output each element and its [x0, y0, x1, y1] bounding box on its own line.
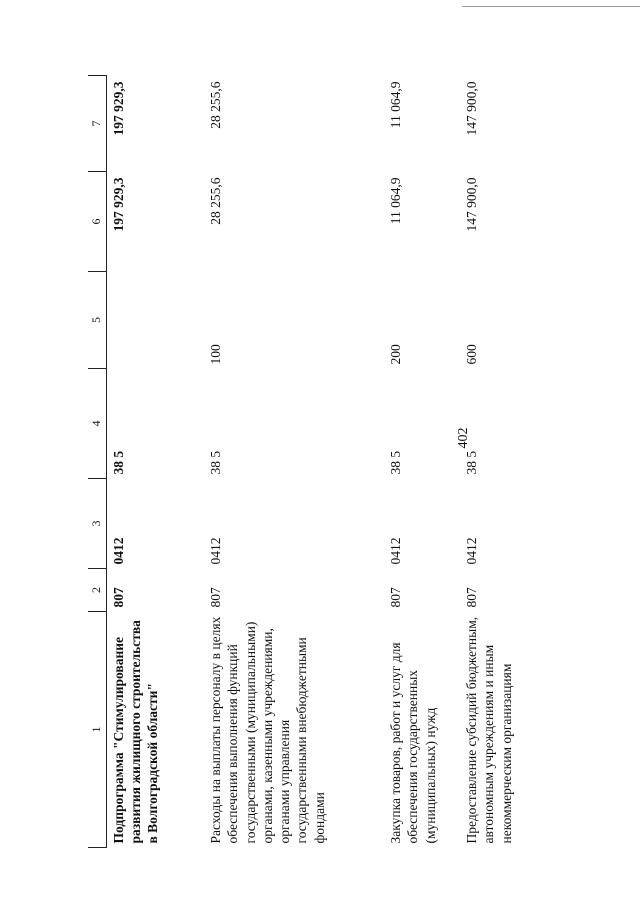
- cell-total: 28 255,6: [208, 81, 223, 129]
- cell-section: 0412: [388, 537, 403, 565]
- cell-amount: 28 255,6: [208, 177, 223, 225]
- cell-target: 38 5: [110, 450, 126, 475]
- cell-ministry: 807: [388, 587, 403, 608]
- row-name: Подпрограмма "Стимулирование развития жилищного строительства в Волгоградской области": [110, 620, 161, 844]
- cell-total: 197 929,3: [110, 81, 126, 136]
- cell-ministry: 807: [110, 587, 126, 608]
- table-row: [204, 76, 384, 848]
- cell-expense-type: 600: [464, 344, 479, 365]
- page-number: 402: [456, 427, 471, 449]
- header-cell-5: 5: [88, 272, 106, 369]
- cell-total: 147 900,0: [464, 81, 479, 136]
- header-cell-1: 1: [88, 612, 106, 848]
- table-row: [460, 76, 580, 848]
- cell-ministry: 807: [208, 587, 223, 608]
- header-row: [88, 76, 106, 848]
- cell-target: 38 5: [464, 450, 479, 475]
- cell-amount: 11 064,9: [388, 177, 403, 225]
- header-cell-7: 7: [88, 76, 106, 172]
- header-cell-3: 3: [88, 479, 106, 569]
- cell-amount: 147 900,0: [464, 177, 479, 232]
- cell-target: 38 5: [208, 450, 223, 475]
- budget-table: [88, 75, 580, 848]
- row-name: Закупка товаров, работ и услуг для обеспечения государственных (муниципальных) нужд: [388, 642, 438, 844]
- cell-ministry: 807: [464, 587, 479, 608]
- table-row: [106, 76, 204, 848]
- top-right-scan-line: [462, 0, 640, 7]
- header-cell-2: 2: [88, 569, 106, 612]
- header-cell-6: 6: [88, 172, 106, 272]
- cell-amount: 197 929,3: [110, 177, 126, 232]
- cell-expense-type: 200: [388, 344, 403, 365]
- cell-section: 0412: [208, 537, 223, 565]
- header-cell-4: 4: [88, 369, 106, 479]
- cell-target: 38 5: [388, 450, 403, 475]
- row-name: Предоставление субсидий бюджетным, автономным учреждениям и иным некоммерческим организациям: [464, 616, 514, 844]
- cell-total: 11 064,9: [388, 81, 403, 129]
- cell-section: 0412: [110, 537, 126, 565]
- cell-section: 0412: [464, 537, 479, 565]
- rotated-table-container: [88, 76, 610, 848]
- cell-expense-type: 100: [208, 344, 223, 365]
- cell-expense-type: [106, 272, 204, 369]
- row-name: Расходы на выплаты персоналу в целях обеспечения выполнения функций государственными (муниципальными) органами, казенными учреждениями, органами управления государственными внебюджетными фондами: [208, 616, 327, 844]
- table-row: [384, 76, 460, 848]
